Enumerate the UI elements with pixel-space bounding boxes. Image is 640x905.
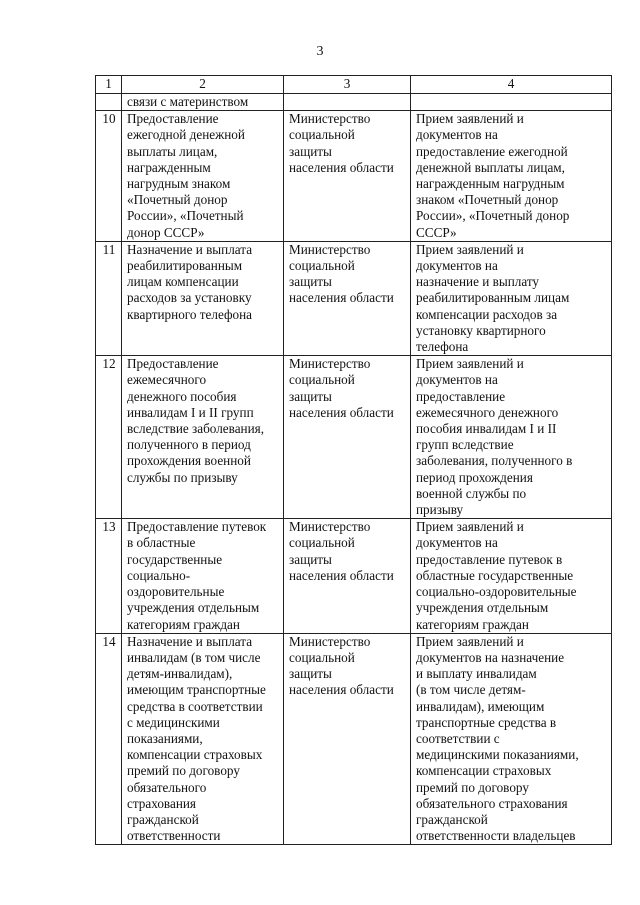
continuation-row: [96, 94, 612, 111]
continuation-service: связи с материнством: [122, 94, 284, 111]
continuation-authority: [284, 94, 411, 111]
responsible-authority: Министерство социальной защиты населения области: [284, 111, 411, 242]
responsible-authority: Министерство социальной защиты населения области: [284, 633, 411, 845]
service-result: Прием заявлений и документов на назначение и выплату реабилитированным лицам компенсации расходов за установку квартирного телефона: [411, 241, 612, 355]
service-result: Прием заявлений и документов на предоставление путевок в областные государственные социально-оздоровительные учреждения отдельным категориям граждан: [411, 519, 612, 633]
continuation-result: [411, 94, 612, 111]
row-number: 11: [96, 241, 122, 355]
row-number: 10: [96, 111, 122, 242]
row-number: 12: [96, 356, 122, 519]
table-row: [96, 519, 612, 633]
row-number: 14: [96, 633, 122, 845]
service-name: Предоставление ежегодной денежной выплаты лицам, награжденным нагрудным знаком «Почетный донор России», «Почетный донор СССР»: [122, 111, 284, 242]
header-col-3: 3: [284, 76, 411, 94]
responsible-authority: Министерство социальной защиты населения области: [284, 519, 411, 633]
header-col-1: 1: [96, 76, 122, 94]
services-table: [95, 75, 612, 845]
responsible-authority: Министерство социальной защиты населения области: [284, 241, 411, 355]
service-name: Назначение и выплата реабилитированным лицам компенсации расходов за установку квартирного телефона: [122, 241, 284, 355]
service-name: Предоставление путевок в областные государственные социально- оздоровительные учреждения отдельным категориям граждан: [122, 519, 284, 633]
page-number: 3: [316, 44, 324, 59]
service-result: Прием заявлений и документов на предоставление ежегодной денежной выплаты лицам, награжденным нагрудным знаком «Почетный донор России», «Почетный донор СССР»: [411, 111, 612, 242]
table-row: [96, 111, 612, 242]
service-name: Предоставление ежемесячного денежного пособия инвалидам I и II групп вследствие заболевания, полученного в период прохождения военной службы по призыву: [122, 356, 284, 519]
header-col-4: 4: [411, 76, 612, 94]
row-number: 13: [96, 519, 122, 633]
continuation-num: [96, 94, 122, 111]
service-name: Назначение и выплата инвалидам (в том числе детям-инвалидам), имеющим транспортные средства в соответствии с медицинскими показаниями, компенсации страховых премий по договору обязательного страхования гражданской ответственности: [122, 633, 284, 845]
table-row: [96, 356, 612, 519]
table-row: [96, 241, 612, 355]
header-col-2: 2: [122, 76, 284, 94]
service-result: Прием заявлений и документов на назначение и выплату инвалидам (в том числе детям- инвалидам), имеющим транспортные средства в соответствии с медицинскими показаниями, компенсации страховых премий по договору обязательного страхования гражданской ответственности владельцев: [411, 633, 612, 845]
service-result: Прием заявлений и документов на предоставление ежемесячного денежного пособия инвалидам I и II групп вследствие заболевания, полученного в период прохождения военной службы по призыву: [411, 356, 612, 519]
responsible-authority: Министерство социальной защиты населения области: [284, 356, 411, 519]
table-header-row: [96, 76, 612, 94]
table-row: [96, 633, 612, 845]
